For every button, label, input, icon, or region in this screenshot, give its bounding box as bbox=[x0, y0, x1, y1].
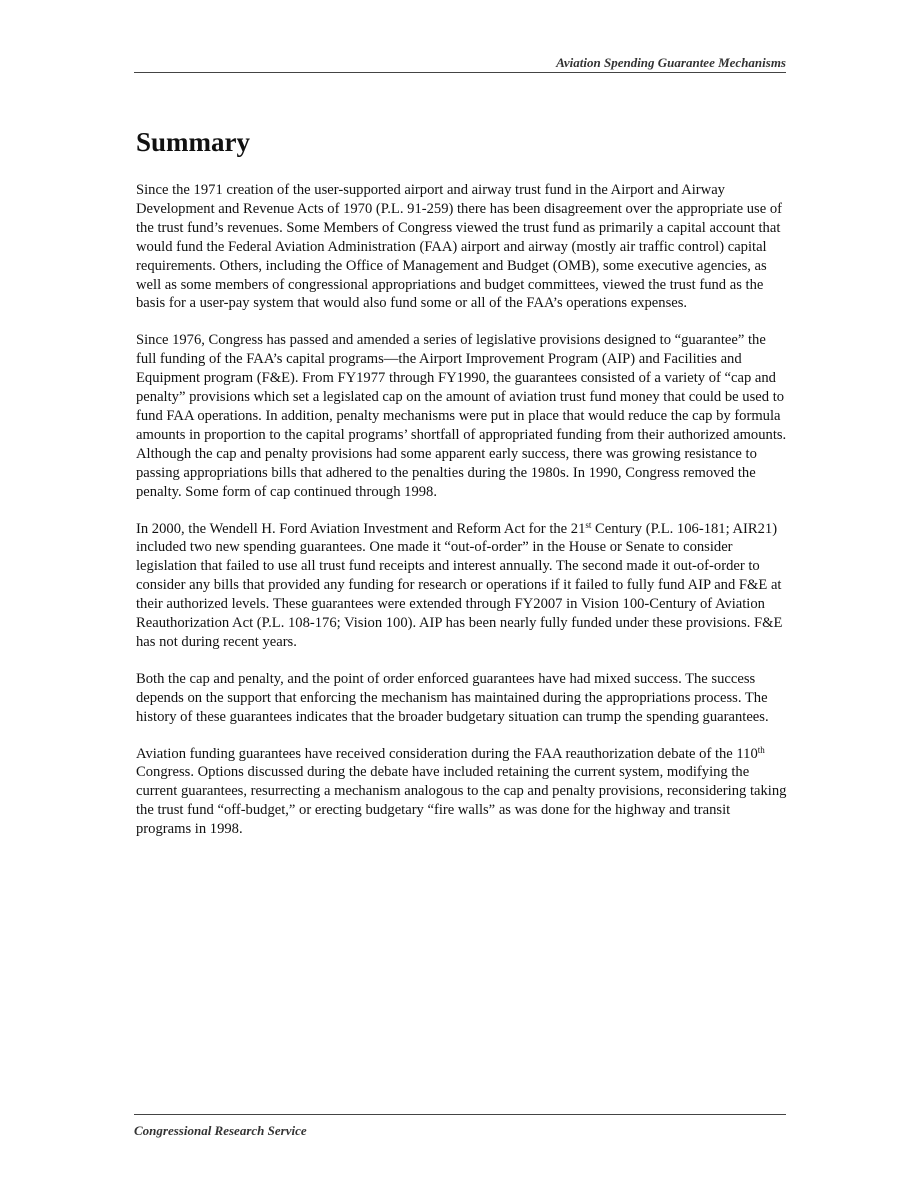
document-body bbox=[136, 124, 788, 857]
running-footer bbox=[134, 1114, 786, 1139]
summary-paragraph-1: Since the 1971 creation of the user-supported airport and airway trust fund in the Airport and Airway Development and Revenue Acts of 1970 (P.L. 91-259) there has been disagreement over the appropriate use of the trust fund’s revenues. Some Members of Congress viewed the trust fund as primarily a capital account that would fund the Federal Aviation Administration (FAA) airport and airway (mostly air traffic control) capital requirements. Others, including the Office of Management and Budget (OMB), some executive agencies, as well as some members of congressional appropriations and budget committees, viewed the trust fund as the basis for a user-pay system that would also fund some or all of the FAA’s operations expenses. bbox=[136, 182, 782, 312]
paragraph-3-text-after: Century (P.L. 106-181; AIR21) included two new spending guarantees. One made it “out-of-order” in the House or Senate to consider legislation that failed to use all trust fund receipts and interest annually. The second made it out-of-order to consider any bills that provided any funding for research or operations if it failed to fully fund AIP and F&E at their authorized levels. These guarantees were extended through FY2007 in Vision 100-Century of Aviation Reauthorization Act (P.L. 108-176; Vision 100). AIP has been nearly fully funded under these provisions. F&E has not during recent years. bbox=[136, 520, 783, 650]
ordinal-suffix-th: th bbox=[757, 744, 765, 755]
summary-paragraph-2: Since 1976, Congress has passed and amended a series of legislative provisions designed to “guarantee” the full funding of the FAA’s capital programs—the Airport Improvement Program (AIP) and Facilities and Equipment program (F&E). From FY1977 through FY1990, the guarantees consisted of a variety of “cap and penalty” provisions which set a legislated cap on the amount of aviation trust fund money that could be used to fund FAA operations. In addition, penalty mechanisms were put in place that would reduce the cap by formula amounts in proportion to the capital programs’ shortfall of appropriated funding from their authorized amounts. Although the cap and penalty provisions had some apparent early success, there was growing resistance to passing appropriations bills that adhered to the penalties during the 1980s. In 1990, Congress removed the penalty. Some form of cap continued through 1998. bbox=[136, 332, 787, 500]
paragraph-5-text-after: Congress. Options discussed during the debate have included retaining the current system, modifying the current guarantees, resurrecting a mechanism analogous to the cap and penalty provisions, reconsidering taking the trust fund “off-budget,” or erecting budgetary “fire walls” as was done for the highway and transit programs in 1998. bbox=[136, 764, 787, 838]
running-header-title: Aviation Spending Guarantee Mechanisms bbox=[556, 55, 786, 70]
summary-paragraph-4: Both the cap and penalty, and the point of order enforced guarantees have had mixed success. The success depends on the support that enforcing the mechanism has maintained during the appropriations process. The history of these guarantees indicates that the broader budgetary situation can trump the spending guarantees. bbox=[136, 670, 769, 725]
paragraph-3-text-before: In 2000, the Wendell H. Ford Aviation Investment and Reform Act for the 21 bbox=[136, 520, 586, 537]
running-header bbox=[134, 54, 786, 73]
paragraph-5-text-before: Aviation funding guarantees have received consideration during the FAA reauthorization debate of the 110 bbox=[136, 745, 758, 762]
summary-paragraph-5 bbox=[136, 745, 788, 840]
summary-paragraph-3 bbox=[136, 520, 788, 652]
ordinal-suffix-st: st bbox=[585, 519, 592, 530]
section-heading: Summary bbox=[136, 127, 250, 157]
footer-publisher: Congressional Research Service bbox=[134, 1123, 307, 1138]
